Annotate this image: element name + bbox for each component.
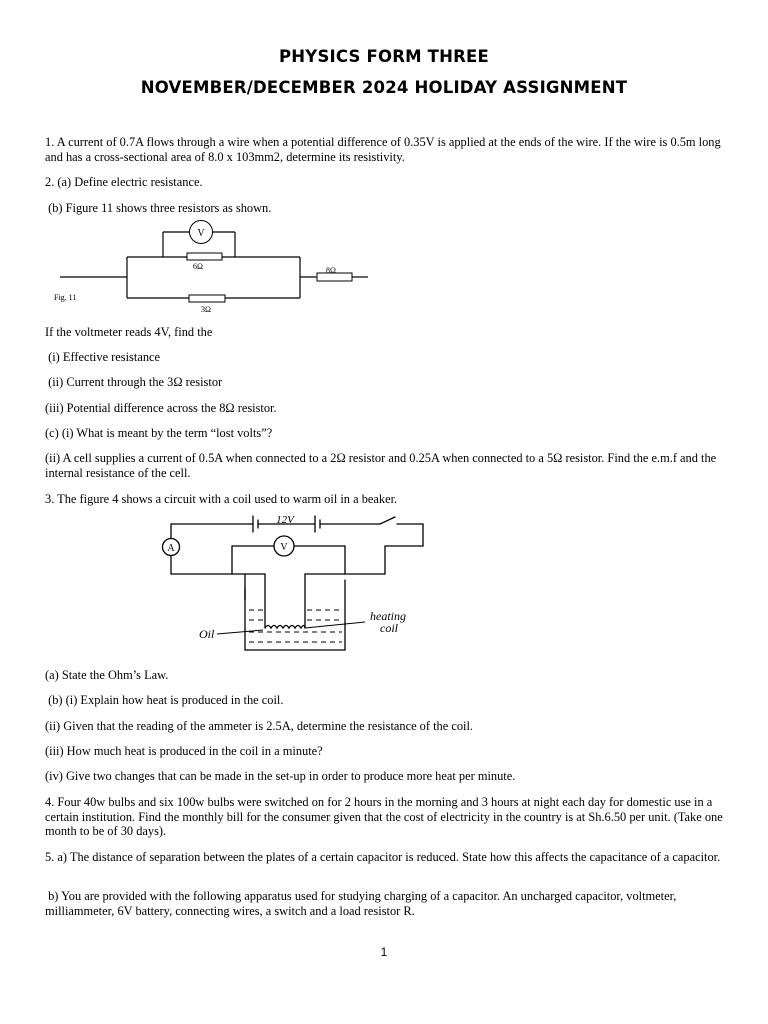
question-2-iii: (iii) Potential difference across the 8Ω resistor.	[45, 401, 277, 415]
document-title: PHYSICS FORM THREE	[279, 47, 489, 66]
voltmeter-label: V	[280, 542, 288, 553]
question-2c: (c) (i) What is meant by the term “lost volts”?	[45, 426, 273, 440]
resistor-8-ohm-label: 8Ω	[326, 266, 336, 275]
heating-coil-label-1: heating	[370, 609, 406, 623]
question-2b: (b) Figure 11 shows three resistors as shown.	[45, 201, 272, 215]
question-5b: b) You are provided with the following apparatus used for studying charging of a capacitor. An uncharged capacitor, voltmeter, milliammeter, 6V battery, connecting wires, a switch and a load resistor R.	[45, 889, 680, 918]
question-2-i: (i) Effective resistance	[45, 350, 161, 364]
question-2-voltmeter: If the voltmeter reads 4V, find the	[45, 325, 213, 339]
page-number: 1	[380, 945, 388, 959]
resistor-3-ohm-label: 3Ω	[201, 305, 211, 314]
question-2-ii: (ii) Current through the 3Ω resistor	[45, 375, 223, 389]
battery-label: 12V	[276, 514, 294, 526]
heating-coil-label-2: coil	[380, 621, 398, 635]
question-3b-ii: (ii) Given that the reading of the ammeter is 2.5A, determine the resistance of the coil.	[45, 719, 474, 733]
document-subtitle: NOVEMBER/DECEMBER 2024 HOLIDAY ASSIGNMENT	[140, 78, 628, 97]
heating-coil-element	[265, 626, 305, 629]
voltmeter-label: V	[197, 228, 205, 239]
resistor-6-ohm	[187, 253, 222, 260]
oil-label: Oil	[199, 627, 215, 641]
figure-11-circuit	[50, 220, 380, 320]
question-3b-iv: (iv) Give two changes that can be made in the set-up in order to produce more heat per minute.	[45, 769, 516, 783]
resistor-6-ohm-label: 6Ω	[193, 262, 203, 271]
question-2a: 2. (a) Define electric resistance.	[45, 175, 203, 189]
question-3b-iii: (iii) How much heat is produced in the coil in a minute?	[45, 744, 323, 758]
question-3a: (a) State the Ohm’s Law.	[45, 668, 169, 682]
switch-lever	[380, 517, 395, 524]
ammeter-label: A	[167, 543, 175, 554]
question-3b-i: (b) (i) Explain how heat is produced in the coil.	[45, 693, 284, 707]
question-5a: 5. a) The distance of separation between the plates of a certain capacitor is reduced. State how this affects the capacitance of a capacitor.	[45, 850, 721, 864]
question-4: 4. Four 40w bulbs and six 100w bulbs were switched on for 2 hours in the morning and 3 hours at night each day for domestic use in a certain institution. Find the monthly bill for the consumer given that the cost of electricity in the country is at Sh.6.50 per unit. (Take one month to be of 30 days).	[45, 795, 723, 838]
figure-4-circuit	[155, 510, 440, 660]
question-3: 3. The figure 4 shows a circuit with a coil used to warm oil in a beaker.	[45, 492, 398, 506]
question-1: 1. A current of 0.7A flows through a wire when a potential difference of 0.35V is applied at the ends of the wire. If the wire is 0.5m long and has a cross-sectional area of 8.0 x 103mm2, determine its resistivity.	[45, 135, 721, 164]
question-2c-ii: (ii) A cell supplies a current of 0.5A when connected to a 2Ω resistor and 0.25A when connected to a 5Ω resistor. Find the e.m.f and the internal resistance of the cell.	[45, 451, 717, 480]
figure-11-caption: Fig. 11	[54, 293, 77, 302]
resistor-3-ohm	[189, 295, 225, 302]
